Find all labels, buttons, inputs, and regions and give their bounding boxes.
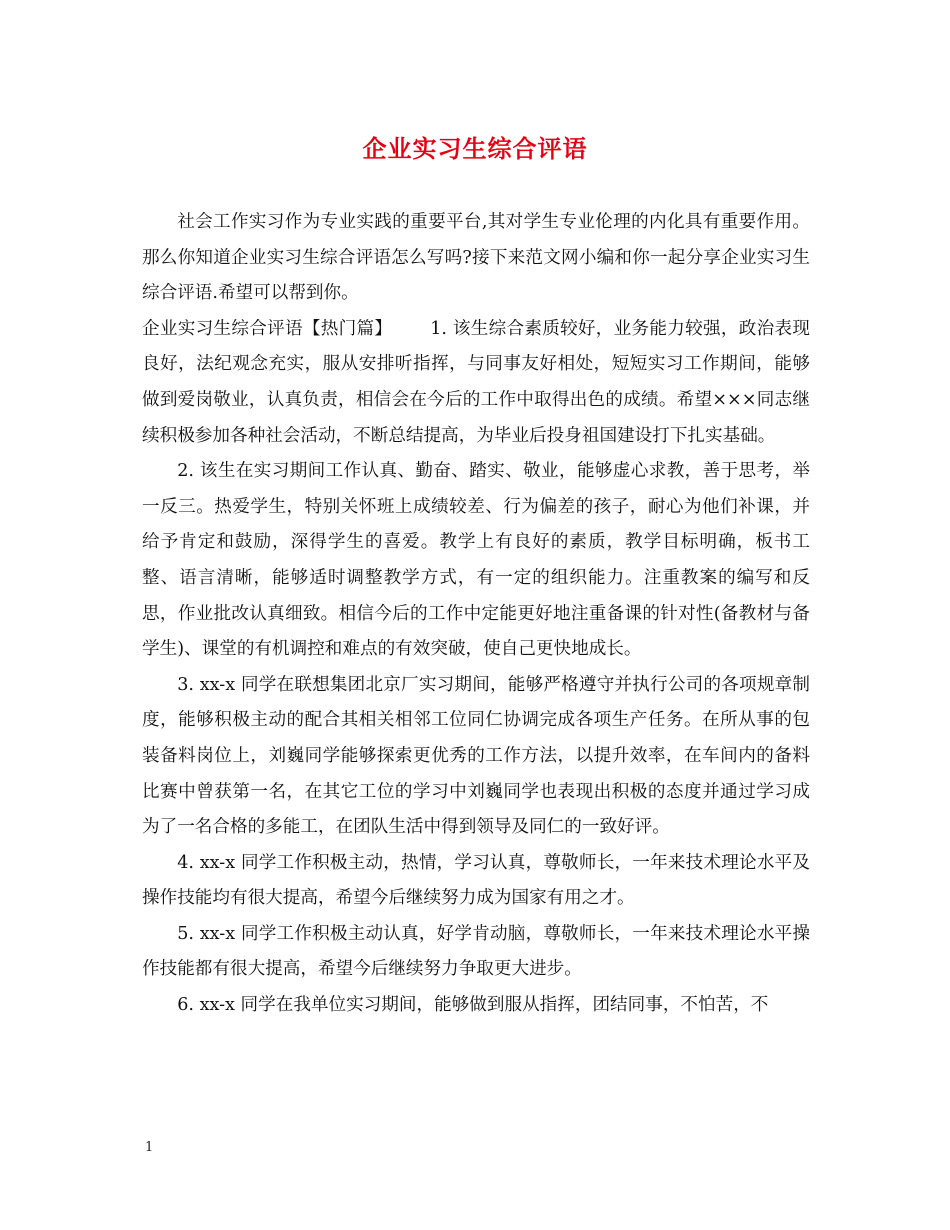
comment-item-3: 3. xx-x 同学在联想集团北京厂实习期间，能够严格遵守并执行公司的各项规章制度，能够积极主动的配合其相关相邻工位同仁协调完成各项生产任务。在所从事的包装备料岗位上，刘巍同学能够探索更优秀的工作方法，以提升效率，在车间内的备料比赛中曾获第一名，在其它工位的学习中刘巍同学也表现出积极的态度并通过学习成为了一名合格的多能工，在团队生活中得到领导及同仁的一致好评。: [142, 674, 810, 838]
intro-paragraph: 社会工作实习作为专业实践的重要平台,其对学生专业伦理的内化具有重要作用。那么你知道企业实习生综合评语怎么写吗?接下来范文网小编和你一起分享企业实习生综合评语.希望可以帮到你。: [142, 212, 810, 304]
document-title: 企业实习生综合评语: [362, 134, 588, 163]
comment-item-2: 2. 该生在实习期间工作认真、勤奋、踏实、敬业，能够虚心求教，善于思考，举一反三。热爱学生，特别关怀班上成绩较差、行为偏差的孩子，耐心为他们补课，并给予肯定和鼓励，深得学生的喜爱。教学上有良好的素质，教学目标明确，板书工整、语言清晰，能够适时调整教学方式，有一定的组织能力。注重教案的编写和反思，作业批改认真细致。相信今后的工作中定能更好地注重备课的针对性(备教材与备学生)、课堂的有机调控和难点的有效突破，使自己更快地成长。: [142, 461, 810, 660]
document-body: [142, 205, 810, 1024]
page-number: 1: [145, 1140, 154, 1155]
section-heading: 企业实习生综合评语【热门篇】: [142, 318, 393, 339]
section-1-block: [142, 312, 810, 454]
comment-item-1: 1. 该生综合素质较好，业务能力较强，政治表现良好，法纪观念充实，服从安排听指挥，与同事友好相处，短短实习工作期间，能够做到爱岗敬业，认真负责，相信会在今后的工作中取得出色的成绩。希望×××同志继续积极参加各种社会活动，不断总结提高，为毕业后投身祖国建设打下扎实基础。: [142, 318, 810, 446]
comment-item-5: 5. xx-x 同学工作积极主动认真，好学肯动脑，尊敬师长，一年来技术理论水平操作技能都有很大提高，希望今后继续努力争取更大进步。: [142, 923, 810, 980]
comment-item-6: 6. xx-x 同学在我单位实习期间，能够做到服从指挥，团结同事，不怕苦，不: [177, 995, 769, 1016]
comment-item-4: 4. xx-x 同学工作积极主动，热情，学习认真，尊敬师长，一年来技术理论水平及操作技能均有很大提高，希望今后继续努力成为国家有用之才。: [142, 852, 810, 909]
